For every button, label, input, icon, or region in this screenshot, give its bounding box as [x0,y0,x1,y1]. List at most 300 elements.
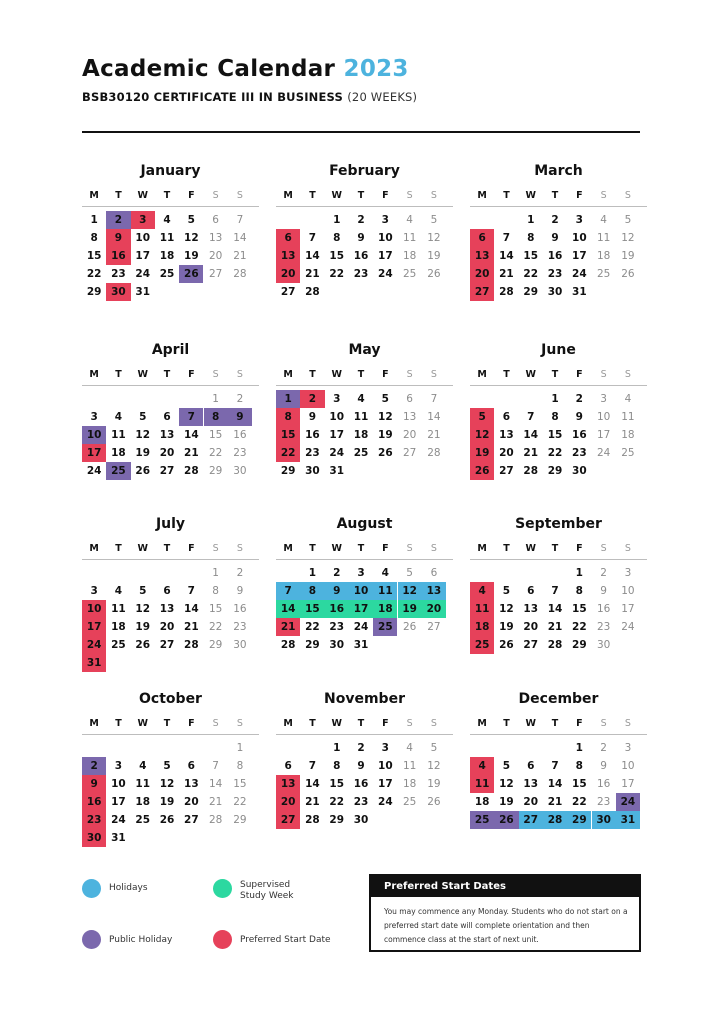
weekday-header: F [188,190,195,201]
weekday-divider [276,734,453,735]
calendar-day: 11 [621,411,635,423]
calendar-day: 5 [430,742,438,754]
weekday-header: S [236,718,243,729]
calendar-day: 2 [106,211,130,229]
calendar-day: 16 [325,600,349,618]
calendar-day: 19 [159,796,175,808]
calendar-day: 20 [470,265,494,283]
legend-public-holiday [82,930,202,950]
calendar-day: 12 [427,760,441,772]
calendar-day: 23 [305,447,320,459]
calendar-day: 6 [163,585,171,597]
weekday-header: W [525,190,536,201]
calendar-day: 14 [523,429,539,441]
calendar-day: 1 [333,742,341,754]
calendar-day: 12 [184,232,199,244]
calendar-day: 24 [616,793,640,811]
calendar-day: 10 [111,778,126,790]
calendar-day: 21 [305,796,320,808]
calendar-day: 4 [357,393,365,405]
calendar-day: 12 [499,778,514,790]
weekday-header: T [357,369,365,380]
calendar-day: 24 [353,621,369,633]
weekday-header: M [283,543,293,554]
weekday-divider [82,559,259,560]
weekday-header: S [600,369,607,380]
calendar-day: 17 [349,600,373,618]
calendar-day: 25 [470,636,494,654]
calendar-day: 17 [378,778,393,790]
calendar-day: 9 [575,411,583,423]
weekday-header: S [430,369,437,380]
weekday-header: M [477,369,487,380]
calendar-day: 22 [547,447,563,459]
calendar-day: 30 [572,465,587,477]
calendar-day: 28 [427,447,441,459]
calendar-day: 5 [502,760,511,772]
calendar-day: 30 [233,465,247,477]
weekday-header: T [357,718,365,729]
calendar-day: 17 [572,250,587,262]
calendar-day: 5 [406,567,413,579]
weekday-divider [276,206,453,207]
calendar-day: 21 [233,250,247,262]
weekday-divider [470,385,647,386]
legend-preferred-start-label: Preferred Start Date [240,935,331,945]
month-name: September [515,516,602,532]
weekday-divider [276,385,453,386]
month-name: November [324,691,405,707]
calendar-day: 24 [572,268,587,280]
calendar-day: 10 [378,232,393,244]
calendar-day: 1 [575,567,583,579]
calendar-day: 6 [187,760,195,772]
calendar-day: 18 [621,429,635,441]
calendar-day: 7 [527,411,535,423]
calendar-day: 8 [212,585,219,597]
calendar-day: 10 [378,760,393,772]
calendar-day: 31 [329,465,345,477]
calendar-day: 7 [551,585,559,597]
calendar-day: 3 [624,742,632,754]
calendar-day: 12 [159,778,175,790]
weekday-header: W [525,369,536,380]
weekday-header: M [89,369,99,380]
weekday-header: S [600,543,607,554]
weekday-header: M [283,718,293,729]
preferred-start-box-title: Preferred Start Dates [371,876,639,897]
calendar-day: 28 [184,639,199,651]
calendar-day: 6 [406,393,413,405]
calendar-day: 14 [305,778,320,790]
calendar-day: 19 [499,796,514,808]
calendar-day: 21 [427,429,441,441]
calendar-day: 3 [90,411,98,423]
calendar-day: 12 [135,603,151,615]
weekday-header: T [503,369,510,380]
calendar-day: 30 [233,639,247,651]
calendar-day: 2 [333,567,341,579]
calendar-day: 4 [114,585,123,597]
calendar-day: 9 [357,760,365,772]
month-name: October [139,691,202,707]
weekday-header: M [89,718,99,729]
calendar-day: 8 [276,408,300,426]
calendar-day: 21 [547,621,563,633]
weekday-header: F [576,718,583,729]
weekday-header: W [137,543,148,554]
calendar-day: 7 [551,760,559,772]
calendar-day: 4 [470,757,494,775]
calendar-day: 1 [308,567,317,579]
calendar-day: 28 [208,814,223,826]
weekday-header: F [576,369,583,380]
calendar-day: 14 [547,603,563,615]
legend-preferred-start [213,930,353,950]
calendar-day: 11 [111,603,126,615]
weekday-header: T [357,543,365,554]
month-name: December [518,691,599,707]
calendar-day: 18 [111,447,126,459]
weekday-header: F [382,369,389,380]
weekday-header: M [477,718,487,729]
calendar-day: 25 [596,268,611,280]
weekday-header: M [89,190,99,201]
calendar-day: 16 [233,429,247,441]
calendar-day: 22 [305,621,320,633]
weekday-header: S [430,190,437,201]
calendar-day: 2 [357,742,365,754]
weekday-header: S [406,369,413,380]
calendar-day: 13 [208,232,223,244]
calendar-day: 30 [329,639,345,651]
calendar-day: 10 [572,232,587,244]
calendar-day: 15 [547,429,563,441]
calendar-day: 21 [276,618,300,636]
calendar-day: 29 [280,465,296,477]
weekday-header: S [236,543,243,554]
calendar-day: 13 [422,582,446,600]
weekday-header: S [212,543,219,554]
calendar-day: 7 [179,408,203,426]
calendar-day: 8 [90,232,98,244]
weekday-header: F [576,543,583,554]
weekday-header: T [551,718,559,729]
preferred-start-info-box [369,874,641,952]
weekday-header: S [212,190,219,201]
calendar-day: 4 [114,411,123,423]
calendar-day: 20 [523,621,539,633]
weekday-header: T [503,543,510,554]
calendar-day: 31 [616,811,640,829]
calendar-day: 24 [621,621,635,633]
calendar-day: 19 [135,621,151,633]
calendar-day: 25 [135,814,151,826]
calendar-day: 15 [300,600,324,618]
calendar-day: 13 [184,778,199,790]
calendar-day: 10 [621,760,635,772]
calendar-day: 22 [233,796,247,808]
legend-holidays-label: Holidays [109,883,148,893]
calendar-day: 18 [373,600,397,618]
calendar-day: 18 [402,250,417,262]
calendar-day: 5 [381,393,389,405]
calendar-day: 5 [502,585,511,597]
calendar-day: 4 [624,393,632,405]
weekday-header: T [115,718,122,729]
calendar-day: 2 [600,567,607,579]
calendar-day: 28 [543,811,567,829]
calendar-day: 11 [470,600,494,618]
calendar-day: 27 [159,465,175,477]
calendar-day: 23 [233,621,247,633]
calendar-day: 10 [329,411,345,423]
weekday-header: T [357,190,365,201]
weekday-header: M [477,190,487,201]
calendar-day: 18 [159,250,175,262]
calendar-day: 14 [184,429,199,441]
weekday-header: T [115,543,122,554]
calendar-day: 15 [572,778,587,790]
calendar-day: 17 [329,429,345,441]
calendar-day: 11 [402,760,417,772]
calendar-day: 25 [159,268,175,280]
calendar-day: 16 [106,247,130,265]
weekday-header: S [406,190,413,201]
calendar-day: 13 [523,778,539,790]
legend-public-holiday-label: Public Holiday [109,935,173,945]
calendar-day: 29 [567,811,591,829]
calendar-day: 29 [208,639,223,651]
calendar-day: 13 [499,429,514,441]
calendar-day: 14 [184,603,199,615]
weekday-header: M [283,369,293,380]
calendar-day: 22 [572,621,587,633]
weekday-header: F [576,190,583,201]
title-year: 2023 [343,56,409,82]
calendar-day: 7 [308,232,317,244]
calendar-day: 21 [305,268,320,280]
weekday-divider [82,734,259,735]
calendar-day: 15 [523,250,539,262]
calendar-day: 27 [159,639,175,651]
calendar-day: 6 [163,411,171,423]
calendar-day: 5 [430,214,438,226]
calendar-day: 1 [575,742,583,754]
calendar-day: 9 [357,232,365,244]
calendar-day: 3 [624,567,632,579]
calendar-day: 9 [106,229,130,247]
calendar-day: 19 [427,778,441,790]
calendar-day: 2 [551,214,559,226]
weekday-header: S [624,190,631,201]
calendar-day: 26 [179,265,203,283]
calendar-day: 23 [329,621,345,633]
weekday-header: S [624,543,631,554]
calendar-day: 14 [276,600,300,618]
calendar-day: 5 [624,214,632,226]
calendar-day: 2 [357,214,365,226]
calendar-day: 19 [135,447,151,459]
calendar-day: 28 [499,286,514,298]
calendar-day: 4 [381,567,389,579]
weekday-header: F [188,543,195,554]
weekday-header: W [525,543,536,554]
calendar-day: 1 [212,393,219,405]
calendar-day: 21 [499,268,514,280]
calendar-day: 23 [596,621,611,633]
calendar-day: 18 [470,618,494,636]
calendar-day: 8 [575,585,583,597]
weekday-header: S [236,190,243,201]
calendar-day: 16 [572,429,587,441]
calendar-day: 18 [135,796,151,808]
calendar-day: 23 [547,268,563,280]
weekday-divider [276,559,453,560]
calendar-day: 25 [402,268,417,280]
calendar-day: 13 [402,411,417,423]
calendar-day: 2 [575,393,583,405]
public-holiday-dot-icon [82,930,101,949]
calendar-day: 22 [276,444,300,462]
preferred-start-dot-icon [213,930,232,949]
calendar-day: 13 [523,603,539,615]
calendar-day: 22 [329,796,345,808]
calendar-day: 26 [499,639,514,651]
calendar-day: 7 [236,214,244,226]
calendar-day: 15 [572,603,587,615]
calendar-day: 4 [600,214,607,226]
calendar-day: 6 [212,214,219,226]
weekday-header: T [163,190,171,201]
calendar-day: 21 [184,621,199,633]
weekday-header: T [309,369,316,380]
calendar-day: 9 [82,775,106,793]
calendar-day: 9 [236,585,244,597]
calendar-day: 31 [135,286,151,298]
weekday-header: F [382,190,389,201]
calendar-day: 4 [406,742,413,754]
weekday-header: T [309,718,316,729]
calendar-day: 24 [378,268,393,280]
calendar-day: 31 [353,639,369,651]
calendar-day: 24 [135,268,151,280]
calendar-day: 16 [596,778,611,790]
calendar-day: 4 [470,582,494,600]
legend-study-week-label: Supervised Study Week [240,880,294,901]
calendar-day: 20 [159,447,175,459]
calendar-day: 24 [82,636,106,654]
calendar-day: 3 [381,214,389,226]
calendar-day: 3 [90,585,98,597]
calendar-day: 2 [600,742,607,754]
calendar-day: 20 [184,796,199,808]
calendar-day: 13 [470,247,494,265]
calendar-day: 30 [82,829,106,847]
calendar-day: 26 [621,268,635,280]
weekday-header: F [188,718,195,729]
calendar-day: 14 [233,232,247,244]
calendar-day: 14 [427,411,441,423]
calendar-day: 16 [596,603,611,615]
weekday-header: F [382,718,389,729]
weekday-header: F [188,369,195,380]
weekday-header: S [624,718,631,729]
calendar-day: 7 [308,760,317,772]
calendar-day: 25 [402,796,417,808]
calendar-day: 20 [422,600,446,618]
calendar-day: 22 [572,796,587,808]
calendar-day: 2 [82,757,106,775]
calendar-day: 17 [135,250,151,262]
calendar-day: 18 [596,250,611,262]
calendar-day: 24 [596,447,611,459]
weekday-header: T [551,190,559,201]
weekday-header: F [382,543,389,554]
weekday-divider [82,385,259,386]
calendar-day: 24 [329,447,345,459]
month-name: August [336,516,393,532]
calendar-day: 7 [502,232,511,244]
calendar-day: 12 [398,582,422,600]
calendar-day: 27 [402,447,417,459]
calendar-day: 25 [111,639,126,651]
month-name: April [151,342,190,358]
calendar-day: 10 [82,426,106,444]
calendar-day: 11 [596,232,611,244]
weekday-header: T [163,718,171,729]
weekday-header: T [163,543,171,554]
calendar-day: 30 [353,814,369,826]
calendar-day: 28 [280,639,296,651]
calendar-day: 4 [406,214,413,226]
month-name: January [140,163,201,179]
calendar-day: 15 [86,250,102,262]
study-week-dot-icon [213,879,232,898]
weekday-header: S [600,190,607,201]
calendar-day: 5 [139,411,147,423]
calendar-day: 12 [621,232,635,244]
calendar-day: 5 [187,214,195,226]
calendar-day: 8 [551,411,559,423]
weekday-header: W [137,369,148,380]
calendar-day: 6 [430,567,438,579]
calendar-day: 10 [349,582,373,600]
calendar-day: 11 [353,411,369,423]
weekday-header: S [406,718,413,729]
course-duration: (20 WEEKS) [347,90,418,104]
calendar-day: 17 [82,444,106,462]
calendar-day: 24 [111,814,126,826]
calendar-day: 28 [547,639,563,651]
preferred-start-box-text: You may commence any Monday. Students who do not start on a preferred start date will complete orientation and then commence class at the start of next unit. [384,907,628,944]
calendar-day: 10 [621,585,635,597]
calendar-day: 22 [86,268,102,280]
calendar-day: 30 [106,283,130,301]
calendar-day: 12 [378,411,393,423]
calendar-day: 14 [547,778,563,790]
calendar-day: 2 [300,390,324,408]
calendar-day: 19 [621,250,635,262]
calendar-day: 28 [184,465,199,477]
calendar-day: 7 [212,760,219,772]
calendar-day: 21 [184,447,199,459]
calendar-day: 16 [305,429,320,441]
calendar-day: 16 [233,603,247,615]
calendar-day: 1 [551,393,559,405]
calendar-day: 8 [575,760,583,772]
calendar-day: 17 [378,250,393,262]
